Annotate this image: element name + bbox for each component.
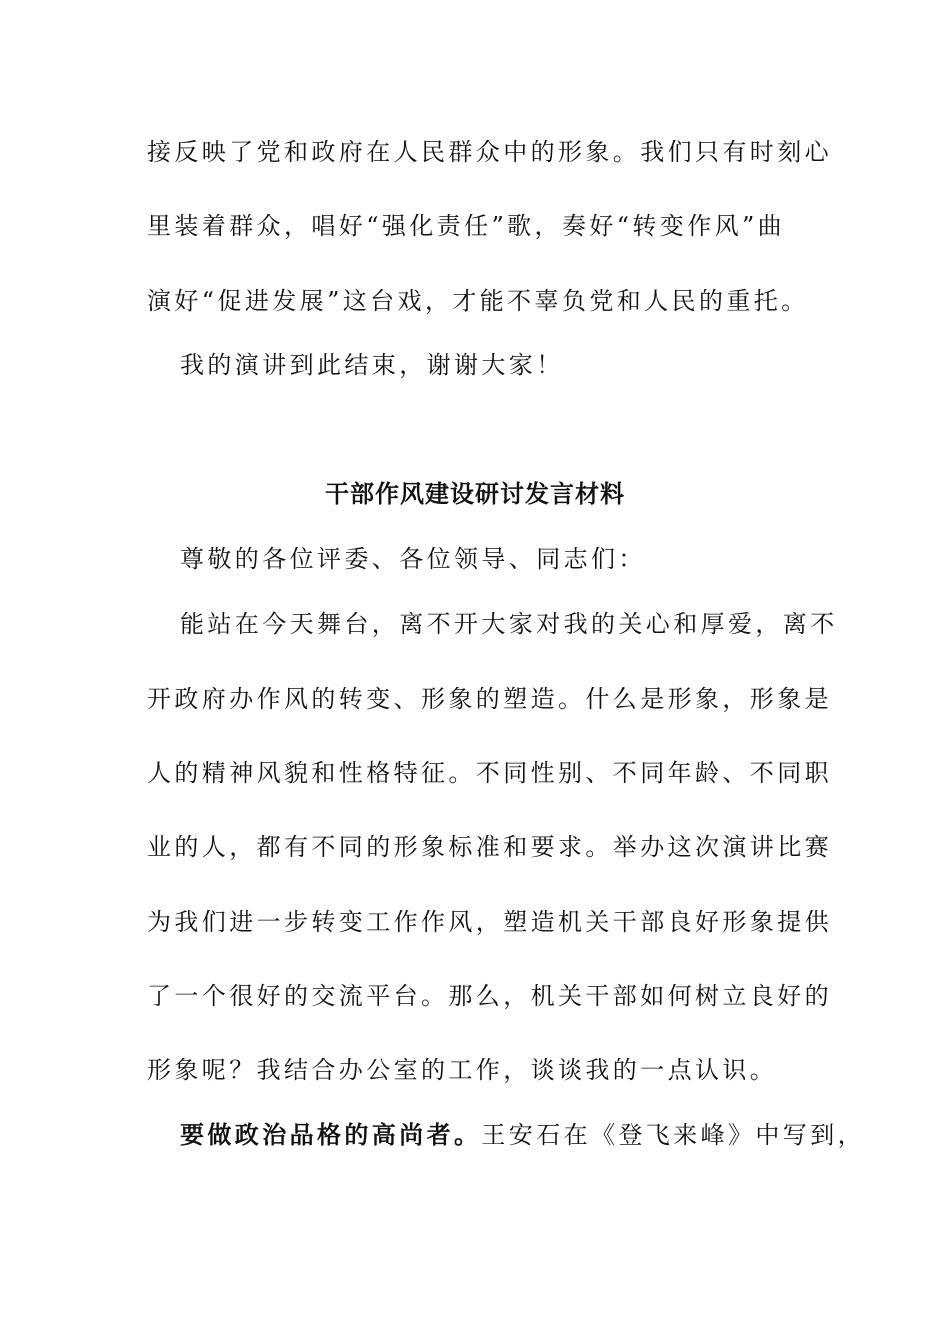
paragraph-2-line-5: 为我们进一步转变工作作风，塑造机关干部良好形象提供 (147, 908, 832, 936)
salutation-line: 尊敬的各位评委、各位领导、同志们： (180, 545, 646, 573)
paragraph-1-line-2: 里装着群众，唱好“强化责任”歌，奏好“转变作风”曲 (147, 212, 786, 240)
paragraph-3-line-1 (180, 1119, 866, 1151)
paragraph-2-line-7: 形象呢？我结合办公室的工作，谈谈我的一点认识。 (147, 1056, 778, 1084)
paragraph-1-line-3: 演好“促进发展”这台戏，才能不辜负党和人民的重托。 (147, 287, 809, 315)
paragraph-2-line-1: 能站在今天舞台，离不开大家对我的关心和厚爱，离不 (180, 610, 838, 638)
paragraph-2-line-2: 开政府办作风的转变、形象的塑造。什么是形象，形象是 (147, 685, 832, 713)
paragraph-3-bold-lead: 要做政治品格的高尚者。 (180, 1120, 482, 1149)
paragraph-2-line-6: 了一个很好的交流平台。那么，机关干部如何树立良好的 (147, 982, 832, 1010)
paragraph-3-text: 王安石在《登飞来峰》中写到， (481, 1121, 866, 1149)
paragraph-1-line-1: 接反映了党和政府在人民群众中的形象。我们只有时刻心 (147, 138, 832, 166)
paragraph-2-line-3: 人的精神风貌和性格特征。不同性别、不同年龄、不同职 (147, 759, 832, 787)
closing-line: 我的演讲到此结束，谢谢大家！ (180, 351, 564, 379)
section-heading: 干部作风建设研讨发言材料 (325, 479, 625, 508)
paragraph-2-line-4: 业的人，都有不同的形象标准和要求。举办这次演讲比赛 (147, 833, 832, 861)
